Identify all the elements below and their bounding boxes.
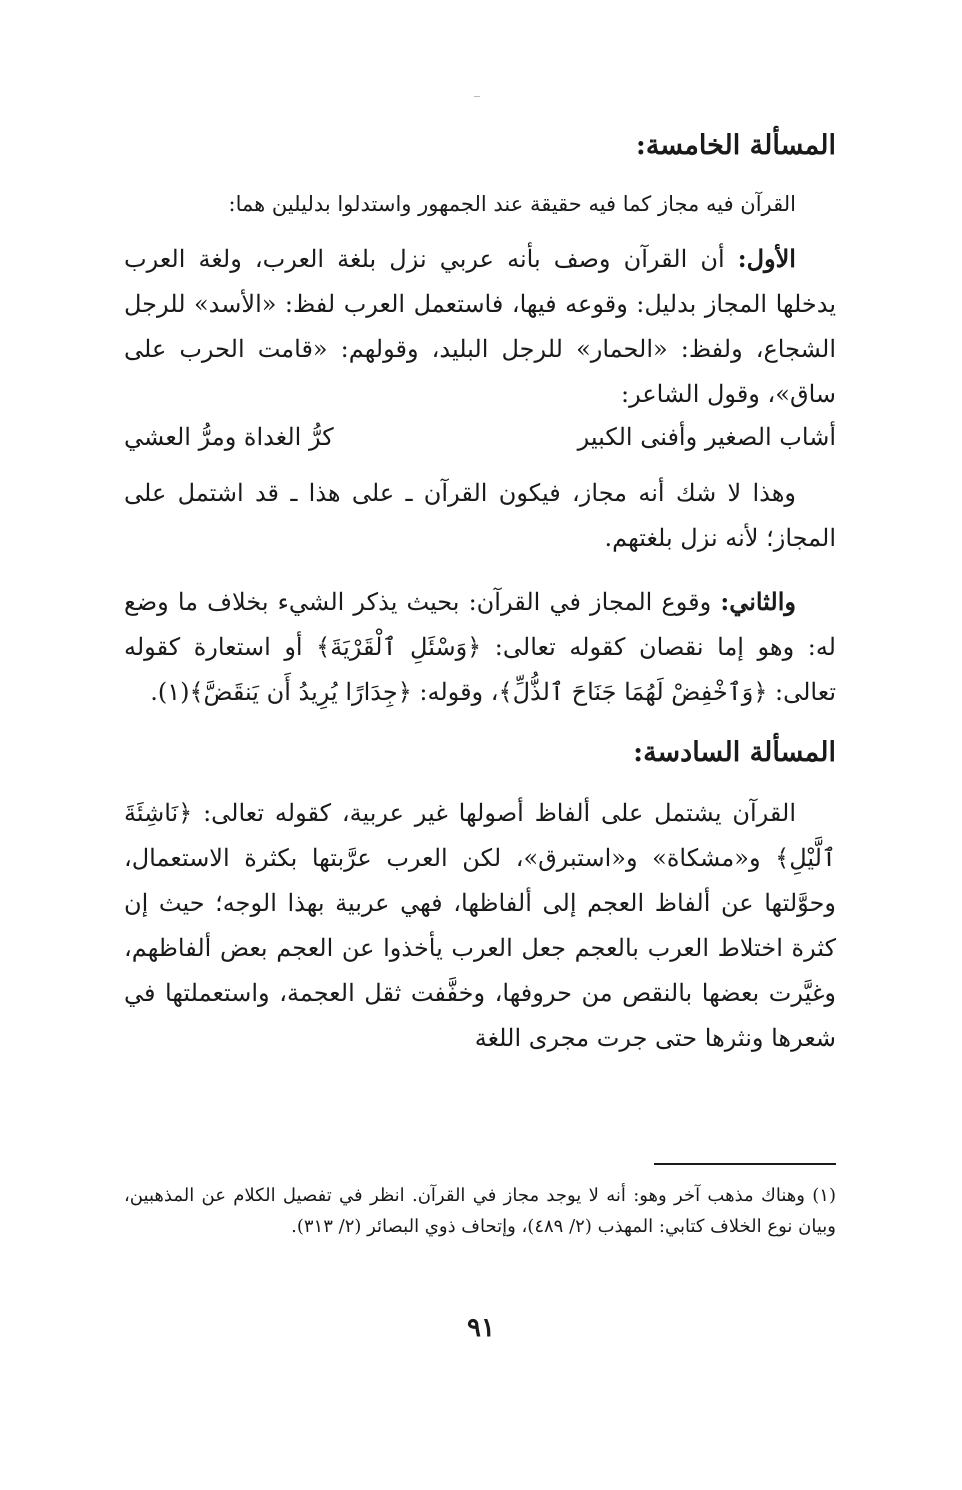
footnote-divider xyxy=(654,1163,836,1165)
section5-intro: القرآن فيه مجاز كما فيه حقيقة عند الجمهور واستدلوا بدليلين هما: xyxy=(228,192,796,216)
verse-first-hemistich: أشاب الصغير وأفنى الكبير xyxy=(577,423,836,451)
footnote-area xyxy=(124,1180,836,1242)
verse-second-hemistich: كرُّ الغداة ومرُّ العشي xyxy=(124,423,334,451)
page-number: ٩١ xyxy=(467,1313,495,1343)
poetry-verse xyxy=(124,417,836,457)
section6-heading: المسألة السادسة: xyxy=(633,737,836,768)
section6-paragraph: القرآن يشتمل على ألفاظ أصولها غير عربية، كقوله تعالى: ﴿نَاشِئَةَ ٱلَّيْلِ﴾ و«مشكاة» و«استبرق»، لكن العرب عرَّبتها بكثرة الاستعمال، وحوَّلتها عن ألفاظ العجم إلى ألفاظها، فهي عربية بهذا الوجه؛ حيث إن كثرة اختلاط العرب بالعجم جعل العرب يأخذوا عن العجم بعض ألفاظهم، وغيَّرت بعضها بالنقص من حروفها، وخفَّفت ثقل العجمة، واستعملتها في شعرها ونثرها حتى جرت مجرى اللغة xyxy=(124,799,836,1052)
first-evidence-paragraph xyxy=(124,236,836,417)
second-evidence-text: وقوع المجاز في القرآن: بحيث يذكر الشيء بخلاف ما وضع له: وهو إما نقصان كقوله تعالى: ﴿وَسْئَلِ ٱلْقَرْيَةَ﴾ أو استعارة كقوله تعالى: ﴿وَٱخْفِضْ لَهُمَا جَنَاحَ ٱلذُّلِّ﴾، وقوله: ﴿جِدَارًا يُرِيدُ أَن يَنقَضَّ﴾(١). xyxy=(124,588,836,706)
main-text xyxy=(124,128,836,1061)
scan-mark xyxy=(474,96,480,97)
second-evidence-paragraph xyxy=(124,579,836,715)
first-evidence-lead: الأول: xyxy=(737,244,796,273)
section5-heading: المسألة الخامسة: xyxy=(635,130,836,161)
second-evidence-lead: والثاني: xyxy=(720,587,796,616)
first-evidence-text: أن القرآن وصف بأنه عربي نزل بلغة العرب، ولغة العرب يدخلها المجاز بدليل: وقوعه فيها، فاستعمل العرب لفظ: «الأسد» للرجل الشجاع، ولفظ: «الحمار» للرجل البليد، وقولهم: «قامت الحرب على ساق»، وقول الشاعر: xyxy=(124,245,837,408)
footnote-1: (١) وهناك مذهب آخر وهو: أنه لا يوجد مجاز في القرآن. انظر في تفصيل الكلام عن المذهبين، وبيان نوع الخلاف كتابي: المهذب (٢/ ٤٨٩)، وإتحاف ذوي البصائر (٢/ ٣١٣). xyxy=(124,1185,836,1237)
conclusion-paragraph: وهذا لا شك أنه مجاز، فيكون القرآن ـ على هذا ـ قد اشتمل على المجاز؛ لأنه نزل بلغتهم. xyxy=(124,479,836,552)
